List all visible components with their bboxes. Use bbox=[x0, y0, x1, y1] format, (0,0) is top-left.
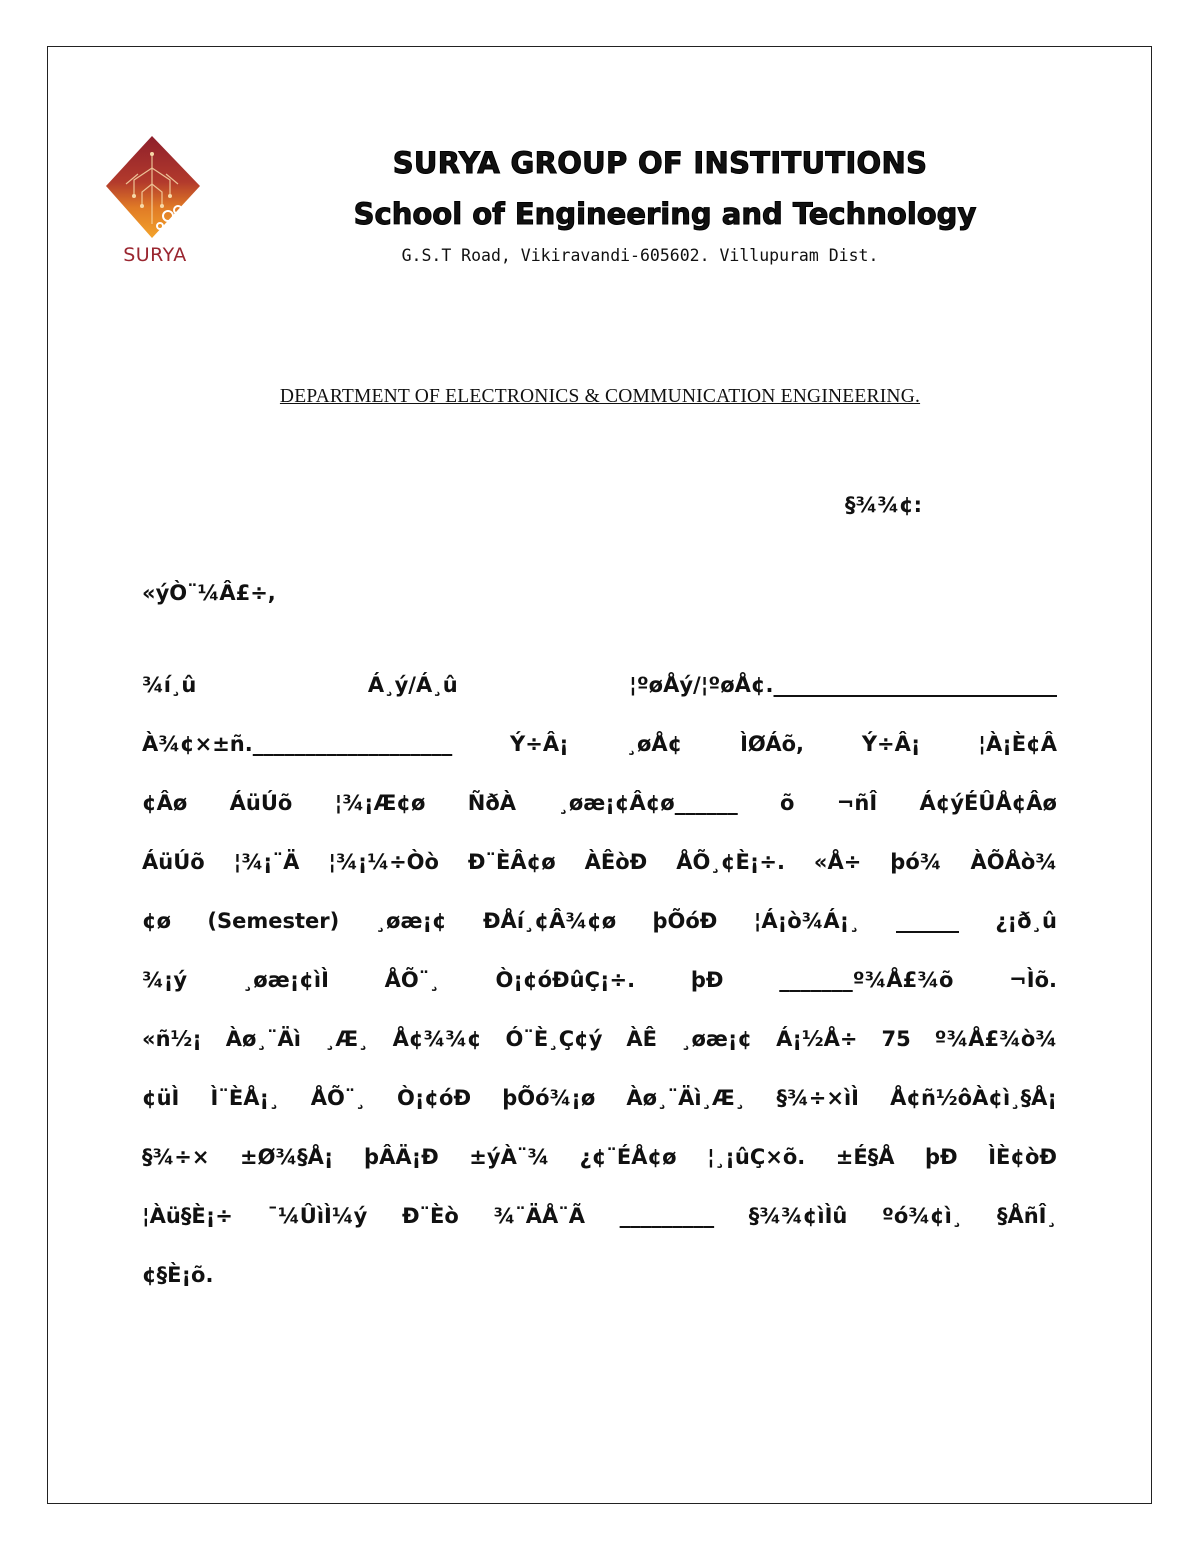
surya-logo bbox=[104, 134, 204, 269]
department-title: DEPARTMENT OF ELECTRONICS & COMMUNICATION ENGINEERING. bbox=[279, 386, 921, 407]
letter-line: ¾¡ý ¸øæ¡¢ìÌ ÅÕ¨¸ Ò¡¢óÐûÇ¡÷. þÐ _______º¾Å£¾õ ¬Ìõ. bbox=[142, 968, 1057, 992]
letter-line: ÁüÚõ ¦¾¡¨Ä ¦¾¡¼÷Òò Ð¨ÈÂ¢ø ÀÊòÐ ÅÕ¸¢È¡÷. «Å÷ þó¾ ÀÕÅò¾ bbox=[142, 850, 1057, 874]
letter-line: ¢Âø ÁüÚõ ¦¾¡Æ¢ø ÑðÀ ¸øæ¡¢Â¢ø______ õ ¬ñÎ Á¢ýÉÛÅ¢Âø bbox=[142, 791, 1057, 815]
letter-body bbox=[142, 668, 1057, 1317]
date-label: §¾¾¢: bbox=[845, 493, 922, 517]
letter-line: §¾÷× ±Ø¾§Å¡ þÂÄ¡Ð ±ýÀ¨¾ ¿¢¨ÉÅ¢ø ¦¸¡ûÇ×õ. ±É§Å þÐ ÌÈ¢òÐ bbox=[142, 1145, 1057, 1169]
letter-line: ¢üÌ Ì¨ÈÅ¡¸ ÅÕ¨¸ Ò¡¢óÐ þÕó¾¡ø Àø¸¨Äì¸Æ¸ §¾÷×ìÌ Å¢ñ½ôÀ¢ì¸§Å¡ bbox=[142, 1086, 1057, 1110]
institution-name: SURYA GROUP OF INSTITUTIONS bbox=[392, 146, 928, 180]
logo-wordmark: SURYA bbox=[123, 244, 187, 266]
salutation: «ýÒ¨¼Â£÷, bbox=[142, 581, 276, 605]
letter-line: «ñ½¡ Àø¸¨Äì ¸Æ¸ Å¢¾¾¢ Ó¨È¸Ç¢ý ÀÊ ¸øæ¡¢ Á¡½Å÷ 75 º¾Å£¾ò¾ bbox=[142, 1027, 1057, 1051]
letter-line: ¦Àü§È¡÷ ¯¼ÛìÌ¼ý Ð¨Èò ¾¨ÄÅ¨Ã _________ §¾¾¢ìÌû ºó¾¢ì¸ §ÅñÎ¸ bbox=[142, 1204, 1057, 1228]
letter-line: ¾í¸û Á¸ý/Á¸û ¦ºøÅý/¦ºøÅ¢.___________________________ bbox=[142, 673, 1057, 697]
letter-line: ¢ø (Semester) ¸øæ¡¢ ÐÅí¸¢Â¾¢ø þÕóÐ ¦Á¡ò¾Á¡¸ ______ ¿¡ð¸û bbox=[142, 909, 1057, 933]
institution-address: G.S.T Road, Vikiravandi-605602. Villupuram Dist. bbox=[401, 246, 879, 265]
letter-line: À¾¢×±ñ.___________________ Ý÷Â¡ ¸øÅ¢ ÌØÁõ, Ý÷Â¡ ¦À¡È¢Â bbox=[142, 732, 1057, 756]
school-name: School of Engineering and Technology bbox=[353, 197, 977, 231]
letter-line: ¢§È¡õ. bbox=[142, 1263, 214, 1287]
surya-logo-icon bbox=[104, 134, 204, 244]
